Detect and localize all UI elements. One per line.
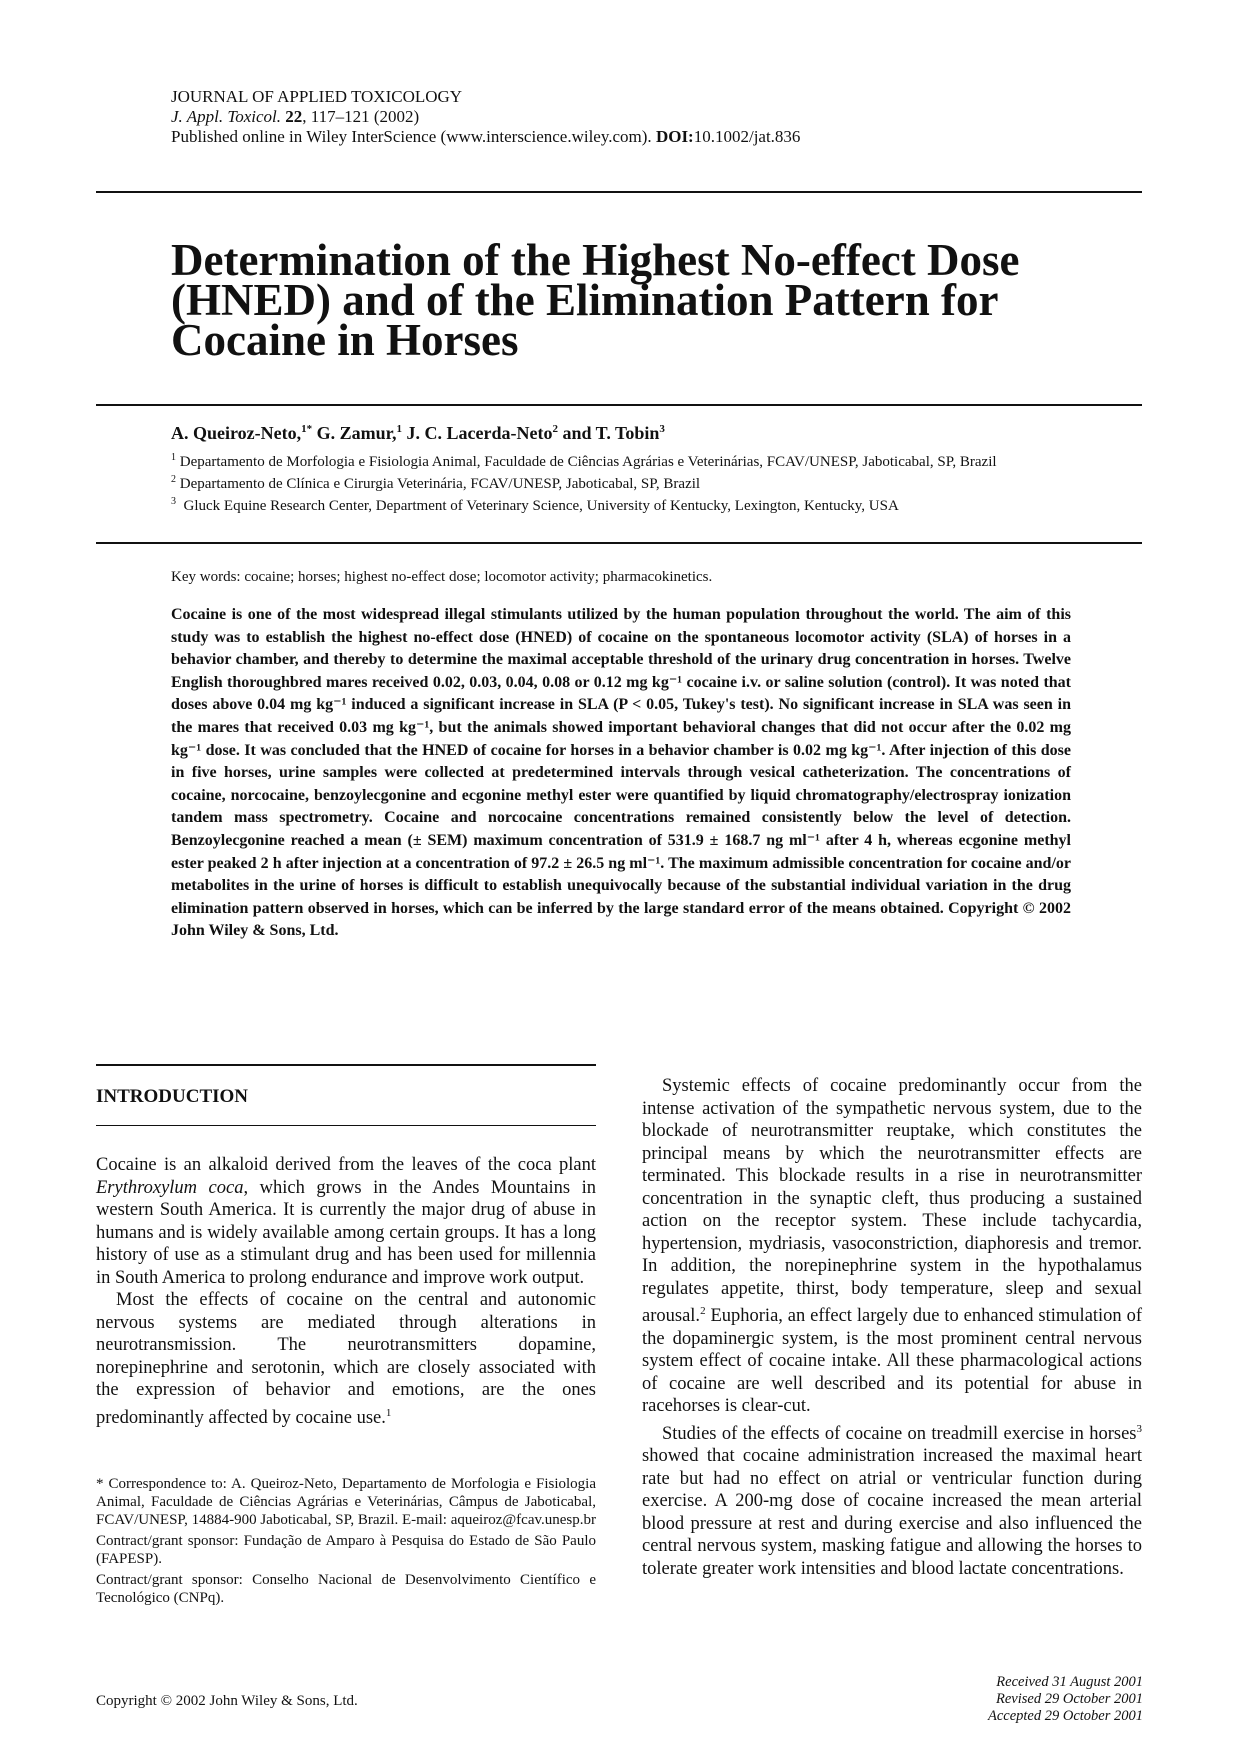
publication-line bbox=[171, 127, 800, 147]
body-text: Euphoria, an effect largely due to enhanced stimulation of the dopaminergic system, is the most prominent central nervous system effect of cocaine intake. All these pharmacological actions of cocaine are well described and its potential for abuse in racehorses is clear-cut. bbox=[642, 1306, 1142, 1417]
journal-header bbox=[171, 87, 800, 147]
abstract: Cocaine is one of the most widespread illegal stimulants utilized by the human population throughout the world. The aim of this study was to establish the highest no-effect dose (HNED) of cocaine on the spontaneous locomotor activity (SLA) of horses in a behavior chamber, and thereby to determine the maximal acceptable threshold of the urinary drug concentration in horses. Twelve English thoroughbred mares received 0.02, 0.03, 0.04, 0.08 or 0.12 mg kg⁻¹ cocaine i.v. or saline solution (control). It was noted that doses above 0.04 mg kg⁻¹ induced a significant increase in SLA (P < 0.05, Tukey's test). No significant increase in SLA was seen in the mares that received 0.03 mg kg⁻¹, but the animals showed important behavioral changes that did not occur after the 0.02 mg kg⁻¹ dose. It was concluded that the HNED of cocaine for horses in a behavior chamber is 0.02 mg kg⁻¹. After injection of this dose in five horses, urine samples were collected at predetermined intervals through vesical catheterization. The concentrations of cocaine, norcocaine, benzoylecgonine and ecgonine methyl ester were quantified by liquid chromatography/electrospray ionization tandem mass spectrometry. Cocaine and norcocaine concentrations remained consistently below the level of detection. Benzoylecgonine reached a mean (± SEM) maximum concentration of 531.9 ± 168.7 ng ml⁻¹ after 4 h, whereas ecgonine methyl ester peaked 2 h after injection at a concentration of 97.2 ± 26.5 ng ml⁻¹. The maximum admissible concentration for cocaine and/or metabolites in the urine of horses is difficult to establish unequivocally because of the substantial individual variation in the drug elimination pattern observed in horses, which can be inferred by the large standard error of the means obtained. Copyright © 2002 John Wiley & Sons, Ltd. bbox=[171, 606, 1071, 940]
author-list bbox=[171, 423, 665, 444]
intro-rule-top bbox=[96, 1064, 596, 1066]
intro-paragraph-1 bbox=[96, 1154, 596, 1289]
published-online: Published online in Wiley InterScience (www.interscience.wiley.com). bbox=[171, 127, 652, 146]
affiliation-text: Gluck Equine Research Center, Department of Veterinary Science, University of Kentucky, Lexington, Kentucky, USA bbox=[183, 498, 899, 514]
author-name: and T. Tobin bbox=[557, 423, 660, 443]
article-dates bbox=[988, 1674, 1143, 1725]
intro-text: Cocaine is an alkaloid derived from the leaves of the coca plant bbox=[96, 1155, 596, 1175]
grant-note-1: Contract/grant sponsor: Fundação de Amparo à Pesquisa do Estado de São Paulo (FAPESP). bbox=[96, 1533, 596, 1567]
citation-volume: 22 bbox=[285, 107, 303, 126]
footnote-spacer bbox=[96, 1464, 596, 1465]
affiliations bbox=[171, 449, 1071, 515]
header-rule bbox=[96, 191, 1142, 193]
affiliation-num: 3 bbox=[171, 496, 176, 507]
citation-ref: 2 bbox=[700, 1305, 706, 1317]
author-sup: 3 bbox=[659, 423, 665, 435]
affiliation-num: 1 bbox=[171, 452, 176, 463]
citation-ref: 1 bbox=[385, 1406, 392, 1419]
journal-citation bbox=[171, 107, 800, 127]
author-sup: 1* bbox=[301, 423, 313, 435]
body-text: Studies of the effects of cocaine on treadmill exercise in horses bbox=[662, 1423, 1137, 1444]
affiliation-item bbox=[171, 449, 1071, 471]
intro-text: Most the effects of cocaine on the central and autonomic nervous systems are mediated through alterations in neurotransmission. The neurotransmitters dopamine, norepinephrine and serotonin, which are closely associated with the expression of behavior and emotions, are the ones predominantly affected by cocaine use. bbox=[96, 1290, 596, 1428]
affiliation-num: 2 bbox=[171, 474, 176, 485]
author-name: J. C. Lacerda-Neto bbox=[402, 423, 553, 443]
intro-paragraph-2 bbox=[96, 1289, 596, 1429]
intro-rule-bottom bbox=[96, 1125, 596, 1126]
affiliation-text: Departamento de Morfologia e Fisiologia Animal, Faculdade de Ciências Agrárias e Veterinárias, FCAV/UNESP, Jaboticabal, SP, Brazil bbox=[179, 454, 997, 470]
keywords: Key words: cocaine; horses; highest no-effect dose; locomotor activity; pharmacokinetics. bbox=[171, 569, 713, 585]
journal-name: JOURNAL OF APPLIED TOXICOLOGY bbox=[171, 87, 463, 106]
body-paragraph-2 bbox=[642, 1418, 1142, 1581]
body-text: showed that cocaine administration increased the maximal heart rate but had no effect on atrial or ventricular function during exercise. A 200-mg dose of cocaine increased the mean arterial blood pressure at rest and during exercise and also influenced the central nervous system, masking fatigue and allowing the horses to tolerate greater work intensities and blood lactate concentrations. bbox=[642, 1446, 1142, 1579]
author-name: G. Zamur, bbox=[312, 423, 397, 443]
affiliation-rule bbox=[96, 542, 1142, 544]
citation-ref: 3 bbox=[1136, 1422, 1142, 1435]
body-text: Systemic effects of cocaine predominantly occur from the intense activation of the sympathetic nervous system, due to the blockade of neurotransmitter reuptake, which constitutes the principal means by which the neurotransmitter effects are terminated. This blockade results in a rise in neurotransmitter concentration in the synaptic cleft, thus producing a sustained action on the receptor system. These include tachycardia, hypertension, mydriasis, vasoconstriction, diaphoresis and tremor. In addition, the norepinephrine system in the hypothalamus regulates appetite, thirst, body temperature, sleep and sexual arousal. bbox=[642, 1076, 1142, 1327]
left-column bbox=[96, 1154, 596, 1429]
correspondence-note: * Correspondence to: A. Queiroz-Neto, Departamento de Morfologia e Fisiologia Animal, Faculdade de Ciências Agrárias e Veterinárias, Câmpus de Jaboticabal, FCAV/UNESP, 14884-900 Jaboticabal, SP, Brazil. E-mail: aqueiroz@fcav.unesp.br bbox=[96, 1476, 596, 1528]
affiliation-item bbox=[171, 471, 1071, 493]
copyright-footer: Copyright © 2002 John Wiley & Sons, Ltd. bbox=[96, 1693, 358, 1709]
body-paragraph-1 bbox=[642, 1075, 1142, 1418]
doi-label: DOI: bbox=[655, 127, 694, 146]
grant-note-2: Contract/grant sponsor: Conselho Nacional de Desenvolvimento Científico e Tecnológico (CNPq). bbox=[96, 1572, 596, 1606]
citation-pages: , 117–121 (2002) bbox=[302, 107, 420, 126]
article-title: Determination of the Highest No-effect Dose (HNED) and of the Elimination Pattern for Cocaine in Horses bbox=[171, 235, 1020, 365]
affiliation-text: Departamento de Clínica e Cirurgia Veterinária, FCAV/UNESP, Jaboticabal, SP, Brazil bbox=[179, 476, 701, 492]
author-sup: 1 bbox=[396, 423, 402, 435]
species-name: Erythroxylum coca bbox=[96, 1177, 244, 1198]
citation-abbrev: J. Appl. Toxicol. bbox=[171, 107, 282, 126]
author-sup: 2 bbox=[552, 423, 558, 435]
doi-value: 10.1002/jat.836 bbox=[693, 127, 801, 146]
footnotes bbox=[96, 1475, 596, 1610]
author-name: A. Queiroz-Neto, bbox=[171, 423, 302, 443]
intro-text: , which grows in the Andes Mountains in western South America. It is currently the major drug of abuse in humans and is widely available among certain groups. It has a long history of use as a stimulant drug and has been used for millennia in South America to prolong endurance and improve work output. bbox=[96, 1177, 596, 1288]
right-column bbox=[642, 1075, 1142, 1580]
revised-date: Revised 29 October 2001 bbox=[996, 1691, 1143, 1707]
accepted-date: Accepted 29 October 2001 bbox=[987, 1708, 1143, 1724]
title-rule bbox=[96, 404, 1142, 406]
affiliation-item bbox=[171, 493, 1071, 515]
received-date: Received 31 August 2001 bbox=[996, 1674, 1143, 1690]
section-heading-introduction: INTRODUCTION bbox=[96, 1086, 249, 1107]
